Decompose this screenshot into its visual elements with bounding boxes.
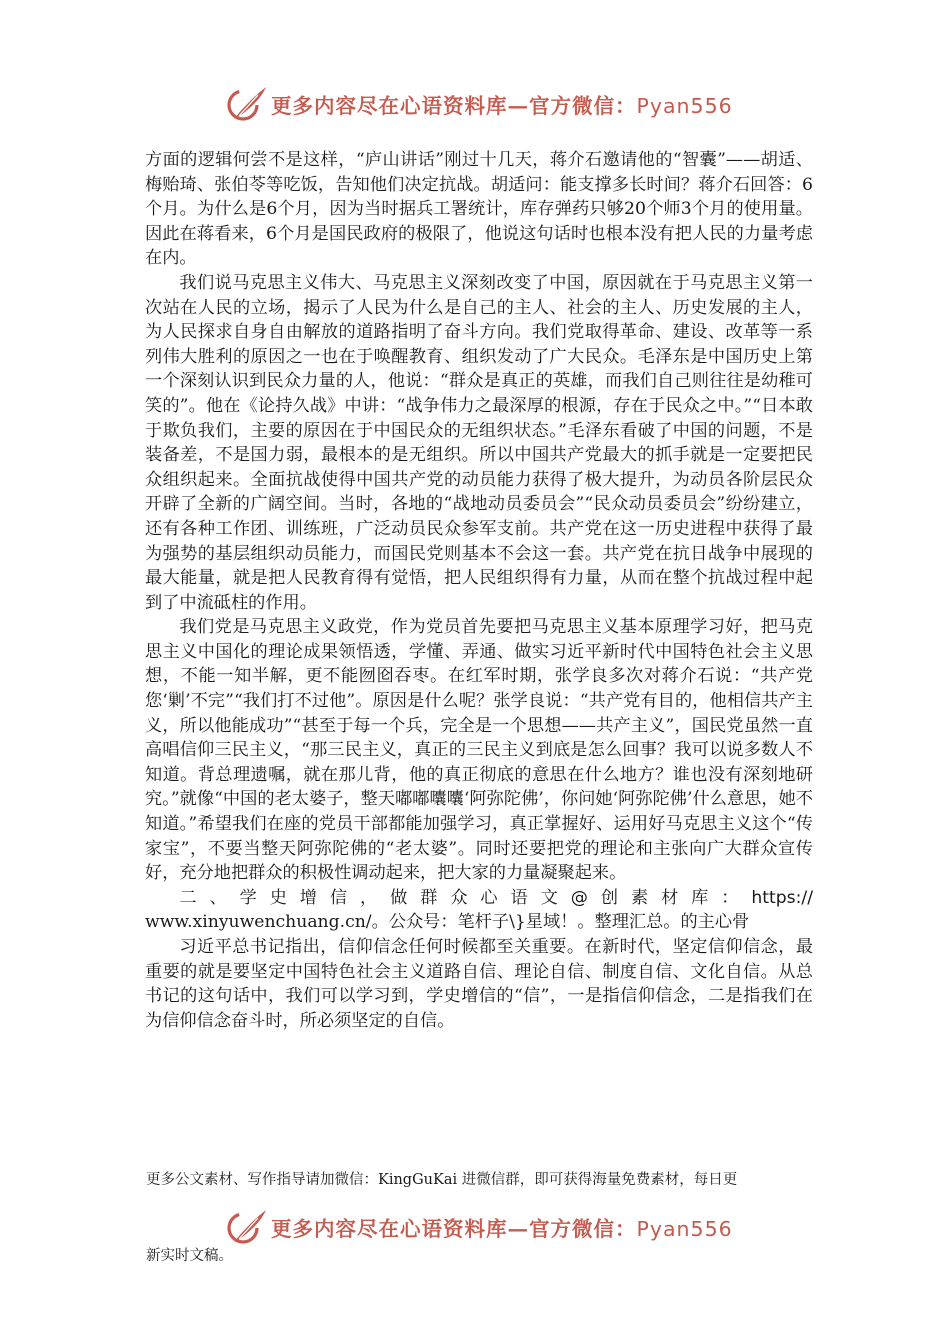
section-heading-line-1: 二、学史增信，做群众心语文@创素材库：https:// <box>179 887 813 908</box>
watermark-text: 更多内容尽在心语资料库—官方微信：Pyan556 <box>271 94 733 118</box>
footer-note-continued: 新实时文稿。 <box>146 1248 233 1264</box>
footer-note: 更多公文素材、写作指导请加微信：KingGuKai 进微信群，即可获得海量免费素材，每日更 <box>146 1172 738 1188</box>
paragraph-3: 我们党是马克思主义政党，作为党员首先要把马克思主义基本原理学习好，把马克思主义中国化的理论成果领悟透，学懂、弄通、做实习近平新时代中国特色社会主义思想，不能一知半解，更不能囫囵吞枣。在红军时期，张学良多次对蒋介石说：“共产党您‘剿’不完”“我们打不过他”。原因是什么呢？张学良说：“共产党有目的，他相信共产主义，所以他能成功”“甚至于每一个兵，完全是一个思想——共产主义”，国民党虽然一直高唱信仰三民主义，“那三民主义，真正的三民主义到底是怎么回事？我可以说多数人不知道。背总理遗嘱，就在那儿背，他的真正彻底的意思在什么地方？谁也没有深刻地研究。”就像“中国的老太婆子，整天嘟嘟囔囔‘阿弥陀佛’，你问她‘阿弥陀佛’什么意思，她不知道。”希望我们在座的党员干部都能加强学习，真正掌握好、运用好马克思主义这个“传家宝”，不要当整天阿弥陀佛的“老太婆”。同时还要把党的理论和主张向广大群众宣传好，充分地把群众的积极性调动起来，把大家的力量凝聚起来。 <box>145 617 813 884</box>
paragraph-1: 方面的逻辑何尝不是这样，“庐山讲话”刚过十几天，蒋介石邀请他的“智囊”——胡适、梅贻琦、张伯苓等吃饭，告知他们决定抗战。胡适问：能支撑多长时间？蒋介石回答：6个月。为什么是6个月，因为当时据兵工署统计，库存弹药只够20个师3个月的使用量。因此在蒋看来，6个月是国民政府的极限了，他说这句话时也根本没有把人民的力量考虑在内。 <box>145 150 813 269</box>
paragraph-2: 我们说马克思主义伟大、马克思主义深刻改变了中国，原因就在于马克思主义第一次站在人民的立场，揭示了人民为什么是自己的主人、社会的主人、历史发展的主人，为人民探求自身自由解放的道路指明了奋斗方向。我们党取得革命、建设、改革等一系列伟大胜利的原因之一也在于唤醒教育、组织发动了广大民众。毛泽东是中国历史上第一个深刻认识到民众力量的人，他说：“群众是真正的英雄，而我们自己则往往是幼稚可笑的”。他在《论持久战》中讲：“战争伟力之最深厚的根源，存在于民众之中。”“日本敢于欺负我们，主要的原因在于中国民众的无组织状态。”毛泽东看破了中国的问题，不是装备差，不是国力弱，最根本的是无组织。所以中国共产党最大的抓手就是一定要把民众组织起来。全面抗战使得中国共产党的动员能力获得了极大提升，为动员各阶层民众开辟了全新的广阔空间。当时，各地的“战地动员委员会”“民众动员委员会”纷纷建立，还有各种工作团、训练班，广泛动员民众参军支前。共产党在这一历史进程中获得了最为强势的基层组织动员能力，而国民党则基本不会这一套。共产党在抗日战争中展现的最大能量，就是把人民教育得有觉悟，把人民组织得有力量，从而在整个抗战过程中起到了中流砥柱的作用。 <box>145 272 813 613</box>
paragraph-4: 习近平总书记指出，信仰信念任何时候都至关重要。在新时代，坚定信仰信念，最重要的就是要坚定中国特色社会主义道路自信、理论自信、制度自信、文化自信。从总书记的这句话中，我们可以学习到，学史增信的“信”，一是指信仰信念，二是指我们在为信仰信念奋斗时，所必须坚定的自信。 <box>145 937 813 1031</box>
quill-logo-icon <box>225 1207 269 1247</box>
article-body <box>145 148 813 1033</box>
watermark-banner-top <box>225 84 745 124</box>
quill-logo-icon <box>225 84 269 124</box>
watermark-banner-bottom <box>225 1207 745 1247</box>
watermark-text: 更多内容尽在心语资料库—官方微信：Pyan556 <box>271 1217 733 1241</box>
section-heading-line-2: www.xinyuwenchuang.cn/。公众号：笔杆子\}星域！。整理汇总。的主心骨 <box>145 912 750 933</box>
